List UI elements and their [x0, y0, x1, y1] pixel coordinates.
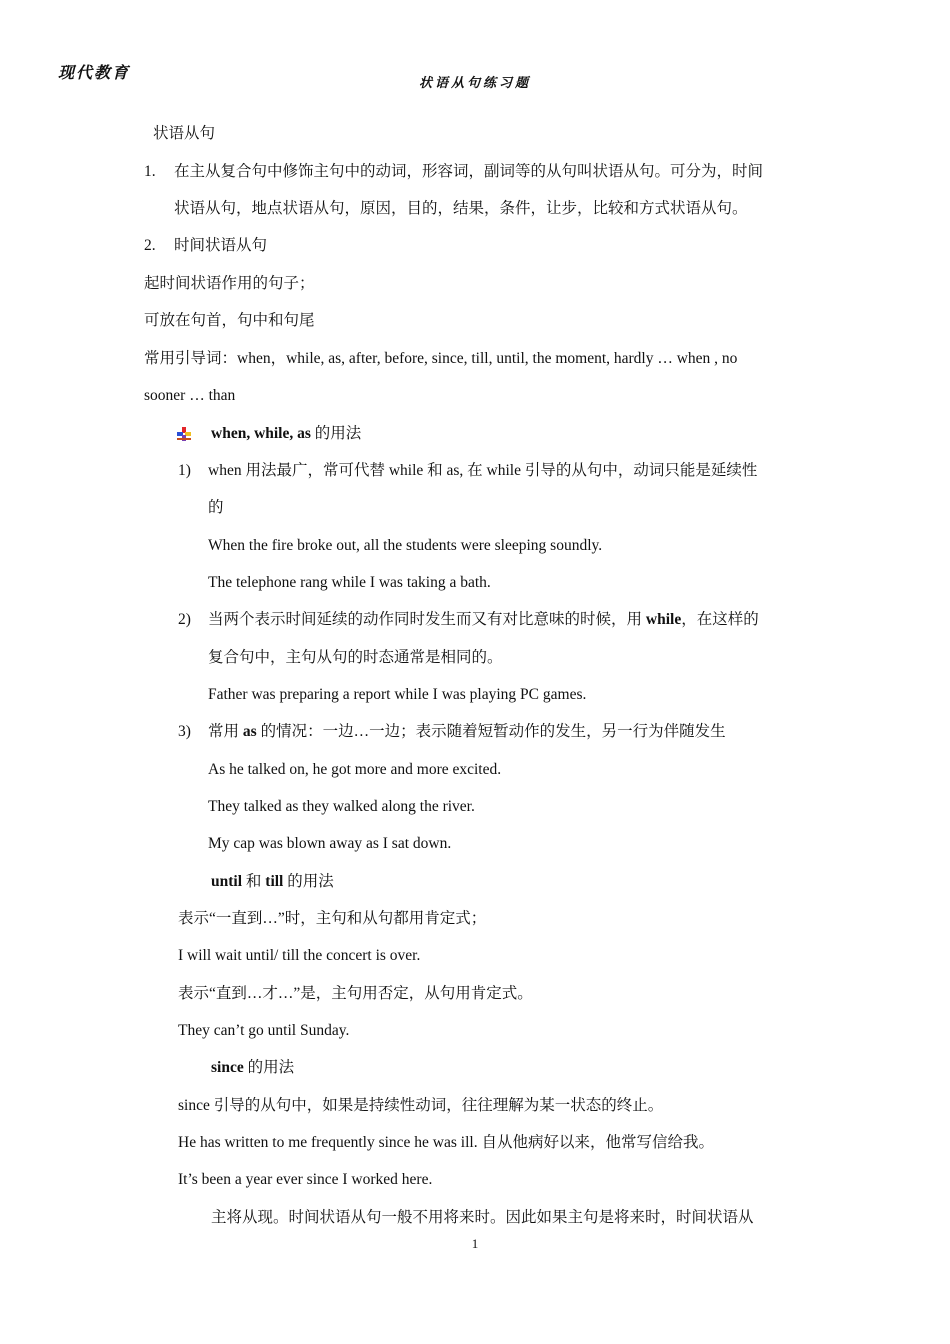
when-while-as-keywords: when, while, as — [211, 425, 311, 442]
sub-1-line-2: 的 — [208, 499, 224, 516]
since-heading — [211, 1058, 294, 1078]
until-heading-mid: 和 — [242, 873, 266, 890]
sub-1-example-2: The telephone rang while I was taking a bath. — [208, 574, 491, 591]
item-1-line-2: 状语从句，地点状语从句，原因，目的，结果，条件，让步，比较和方式状语从句。 — [174, 200, 748, 217]
item-1 — [144, 162, 763, 182]
since-example-1: He has written to me frequently since he was ill. 自从他病好以来，他常写信给我。 — [178, 1134, 714, 1151]
position-text: 可放在句首，句中和句尾 — [144, 312, 315, 329]
page-number: 1 — [471, 1236, 479, 1251]
sub-1 — [178, 461, 757, 481]
sub-3 — [178, 722, 726, 742]
sub-3-example-1: As he talked on, he got more and more excited. — [208, 761, 502, 778]
sub-1-example-1: When the fire broke out, all the students were sleeping soundly. — [208, 537, 603, 554]
sub-2-line-2: 复合句中，主句从句的时态通常是相同的。 — [208, 649, 503, 666]
conjunctions-line-2: sooner … than — [144, 387, 236, 404]
when-while-as-suffix: 的用法 — [310, 425, 362, 442]
since-paragraph-1: since 引导的从句中，如果是持续性动词，往往理解为某一状态的终止。 — [178, 1097, 664, 1114]
sub-2-line-1a: 当两个表示时间延续的动作同时发生而又有对比意味的时候，用 — [208, 611, 646, 628]
item-2-number: 2. — [144, 237, 156, 254]
sub-2-number: 2) — [178, 611, 191, 628]
sub-2-example-1: Father was preparing a report while I was playing PC games. — [208, 686, 587, 703]
until-example-1: I will wait until/ till the concert is over. — [178, 947, 421, 964]
sub-3-text-a: 常用 — [208, 723, 243, 740]
sub-3-text-c: 的情况：一边…一边；表示随着短暂动作的发生，另一行为伴随发生 — [256, 723, 726, 740]
until-till-heading — [211, 872, 334, 892]
since-example-2: It’s been a year ever since I worked here. — [178, 1171, 433, 1188]
until-keyword: until — [211, 873, 243, 890]
definition-text: 起时间状语作用的句子； — [144, 275, 315, 292]
since-heading-suffix: 的用法 — [243, 1059, 295, 1076]
since-keyword: since — [211, 1059, 244, 1076]
item-1-line-1: 在主从复合句中修饰主句中的动词，形容词，副词等的从句叫状语从句。可分为，时间 — [174, 163, 764, 180]
section-title: 状语从句 — [153, 125, 216, 142]
header-left-brand: 现代教育 — [58, 65, 131, 82]
until-example-2: They can’t go until Sunday. — [178, 1022, 350, 1039]
until-paragraph-2: 表示“直到…才…”是，主句用否定，从句用肯定式。 — [178, 985, 533, 1002]
header-title: 状语从句练习题 — [418, 75, 531, 90]
when-while-as-heading — [211, 424, 361, 444]
sub-3-keyword-as: as — [242, 723, 257, 740]
item-1-number: 1. — [144, 163, 156, 180]
until-heading-suffix: 的用法 — [283, 873, 334, 890]
sub-3-number: 3) — [178, 723, 191, 740]
until-paragraph-1: 表示“一直到…”时，主句和从句都用肯定式； — [178, 910, 487, 927]
sub-2 — [178, 610, 759, 630]
last-line: 主将从现。时间状语从句一般不用将来时。因此如果主句是将来时，时间状语从 — [211, 1209, 754, 1226]
sub-3-example-2: They talked as they walked along the river. — [208, 798, 475, 815]
bullet-icon — [177, 427, 191, 441]
conjunctions-line-1: 常用引导词：when，while, as, after, before, since, till, until, the moment, hardly … when , no — [144, 350, 738, 367]
sub-3-example-3: My cap was blown away as I sat down. — [208, 835, 452, 852]
sub-2-keyword-while: while — [645, 611, 682, 628]
sub-1-number: 1) — [178, 462, 191, 479]
sub-2-line-1c: ，在这样的 — [681, 611, 759, 628]
sub-1-line-1: when 用法最广，常可代替 while 和 as, 在 while 引导的从句中，动词只能是延续性 — [208, 462, 758, 479]
till-keyword: till — [265, 873, 284, 890]
item-2-text: 时间状语从句 — [174, 237, 268, 254]
item-2 — [144, 236, 267, 256]
